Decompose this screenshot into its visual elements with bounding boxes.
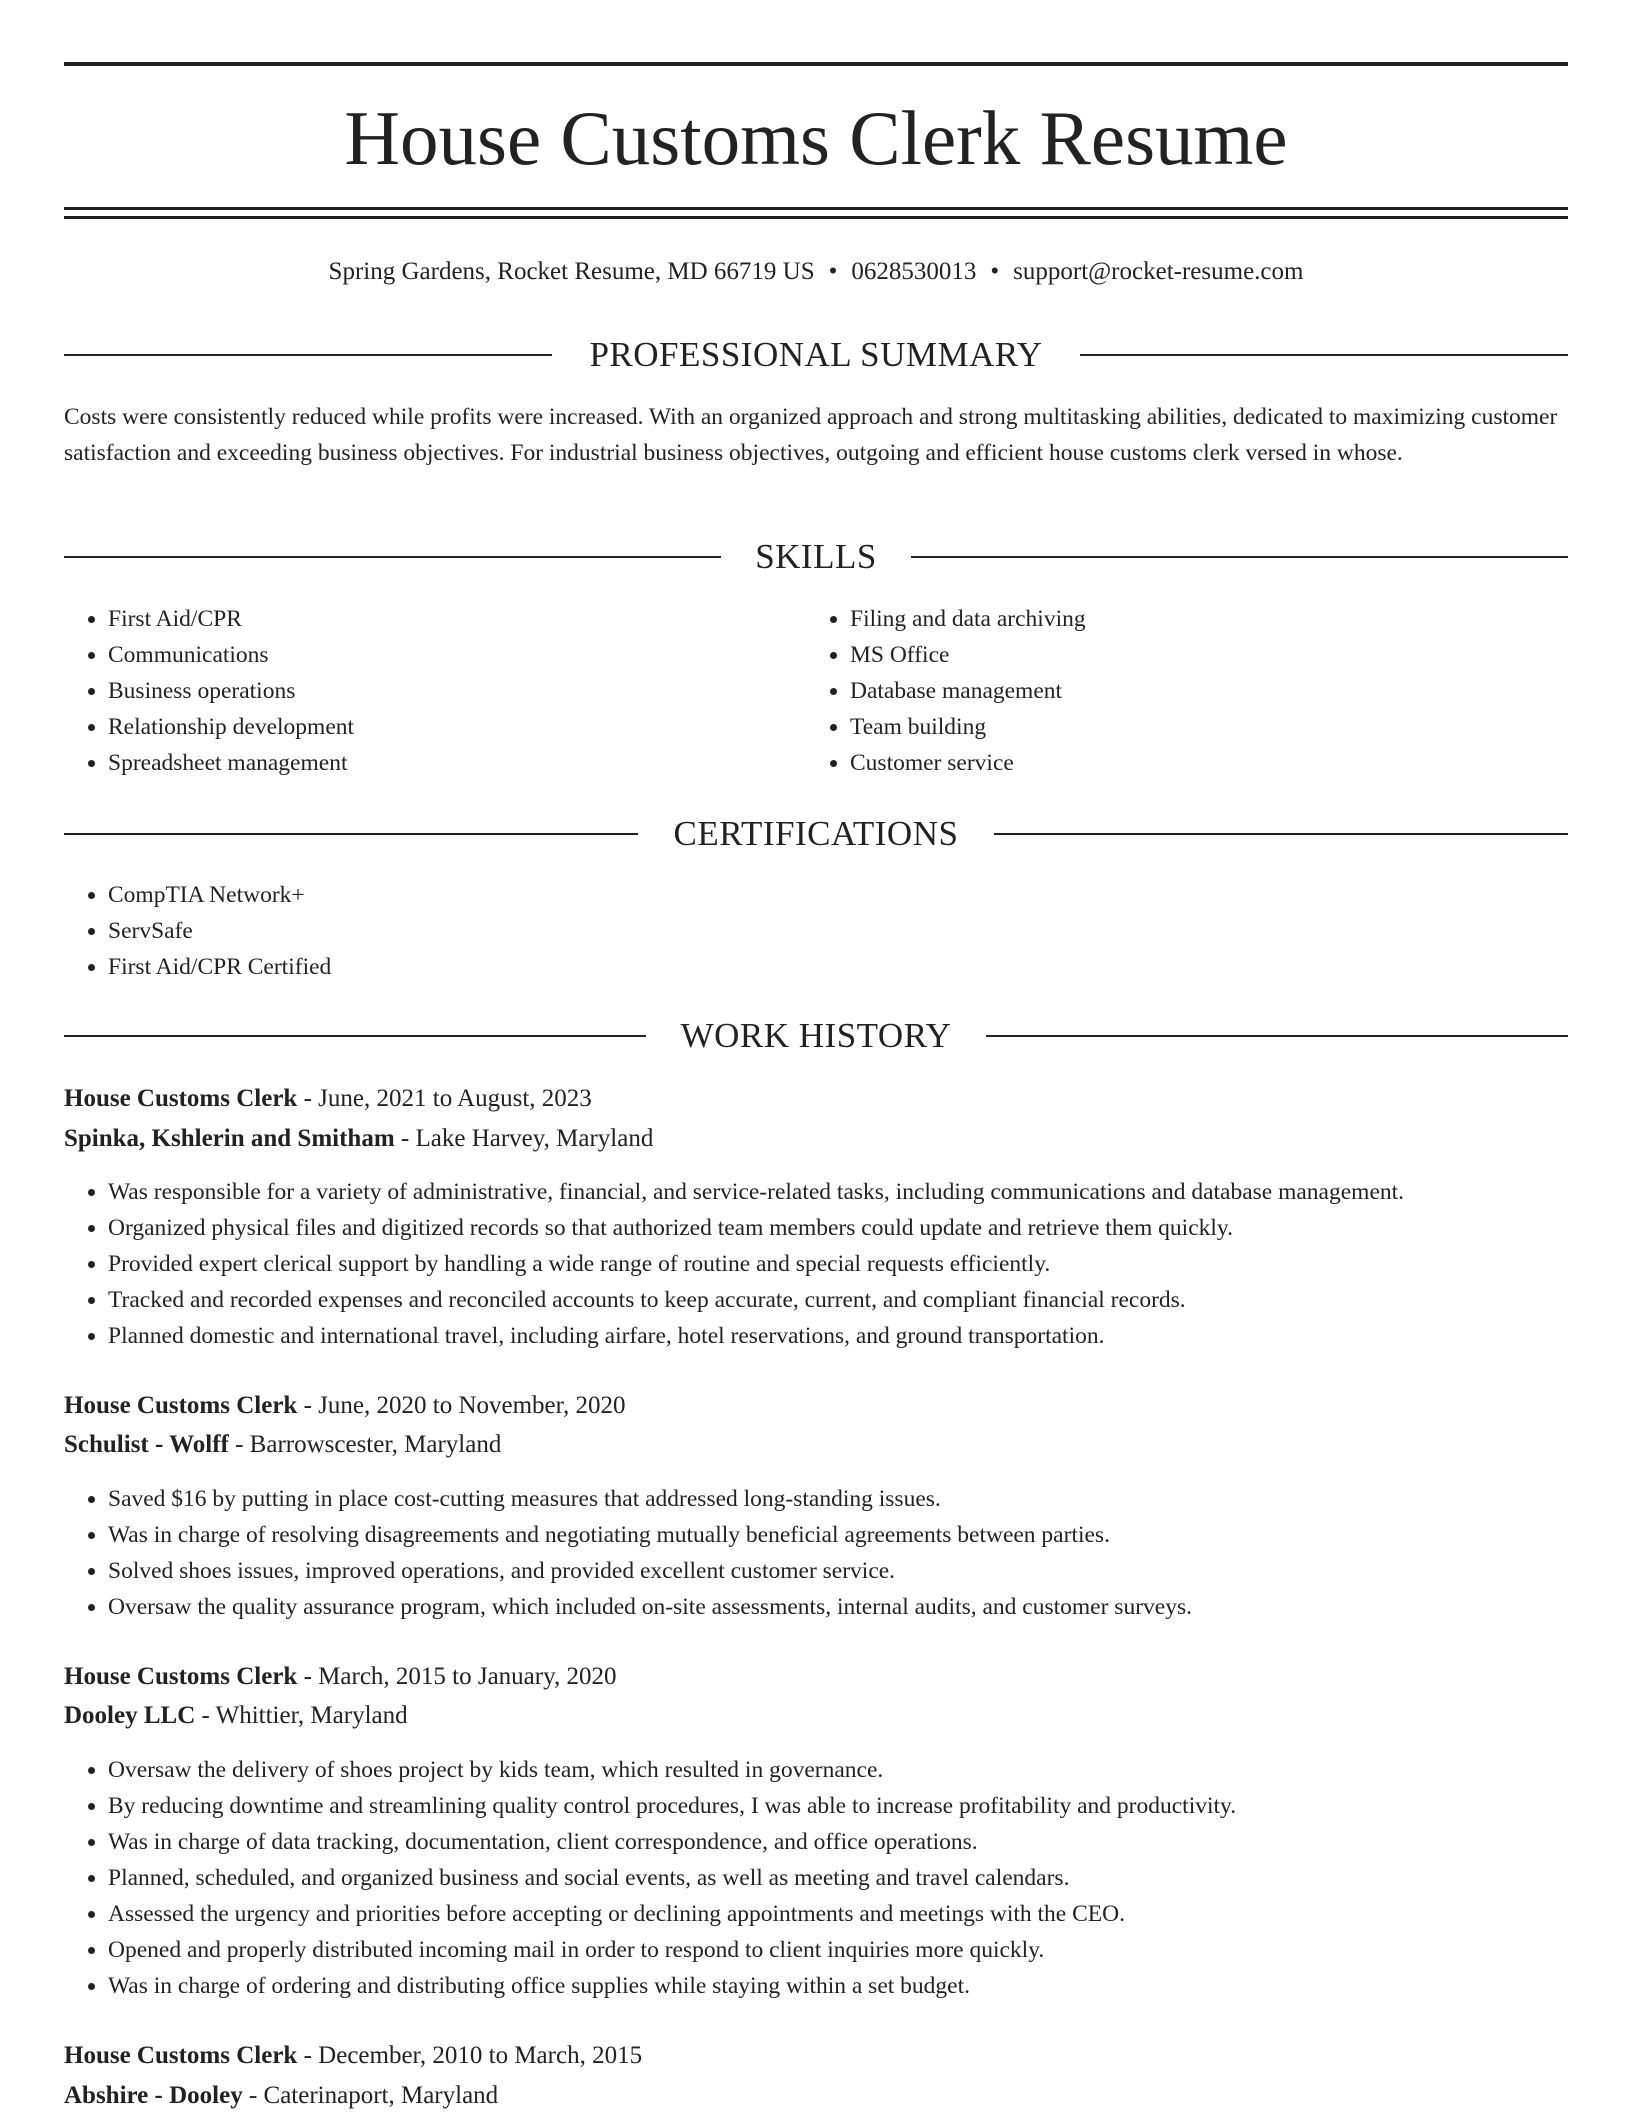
skill-item: • MS Office [850,637,1540,673]
job-company-line [64,1697,1568,1735]
job-bullet: • Organized physical files and digitized records so that authorized team members could update and retrieve them quickly. [108,1210,1612,1246]
job-title: House Customs Clerk [64,2042,298,2069]
job-location: - Whittier, Maryland [195,1702,408,1729]
job-bullet: • Planned domestic and international travel, including airfare, hotel reservations, and ground transportation. [108,1318,1612,1354]
contact-address: Spring Gardens, Rocket Resume, MD 66719 US [328,258,815,285]
job-bullets [64,1174,1612,1354]
job-bullet: • Solved shoes issues, improved operations, and provided excellent customer service. [108,1553,1612,1589]
skill-item: • Filing and data archiving [850,601,1540,637]
job-bullet: • Oversaw the delivery of shoes project by kids team, which resulted in governance. [108,1752,1612,1788]
job-bullet: • Assessed the urgency and priorities before accepting or declining appointments and meetings with the CEO. [108,1896,1612,1932]
job-bullet: • Was in charge of resolving disagreements and negotiating mutually beneficial agreements between parties. [108,1517,1612,1553]
certifications-list [64,877,1508,985]
job-bullet: • Tracked and recorded expenses and reconciled accounts to keep accurate, current, and compliant financial records. [108,1282,1612,1318]
contact-line [64,254,1568,290]
contact-email: support@rocket-resume.com [1013,258,1304,285]
job-bullets [64,1481,1612,1625]
job-bullet: • Was in charge of data tracking, documentation, client correspondence, and office operations. [108,1824,1612,1860]
job-dates: - June, 2020 to November, 2020 [297,1392,626,1419]
job-bullets [64,1752,1612,2004]
job-bullet: • Was responsible for a variety of administrative, financial, and service-related tasks, including communications and database management. [108,1174,1612,1210]
certification-item: • ServSafe [108,913,1508,949]
job-bullet: • Provided expert clerical support by handling a wide range of routine and special requests efficiently. [108,1246,1612,1282]
top-rule [64,62,1568,66]
job-dates: - March, 2015 to January, 2020 [297,1663,617,1690]
skill-item: • First Aid/CPR [108,601,798,637]
job-company: Dooley LLC [64,1702,196,1729]
skills-list-right [806,601,1540,781]
skill-item: • Team building [850,709,1540,745]
work-history-heading [64,1014,1568,1058]
certifications-heading [64,812,1568,856]
job-title-line [64,2037,1568,2075]
job-company: Abshire - Dooley [64,2082,243,2109]
job-location: - Lake Harvey, Maryland [394,1125,654,1152]
skill-item: • Communications [108,637,798,673]
certification-item: • First Aid/CPR Certified [108,949,1508,985]
skill-item: • Customer service [850,745,1540,781]
summary-heading [64,333,1568,377]
job-bullet: • Planned, scheduled, and organized business and social events, as well as meeting and travel calendars. [108,1860,1612,1896]
skills-heading [64,535,1568,579]
job-company: Schulist - Wolff [64,1431,229,1458]
work-history-heading-label: WORK HISTORY [649,1016,984,1055]
contact-separator: • [990,258,1000,285]
job-bullet: • Opened and properly distributed incoming mail in order to respond to client inquiries more quickly. [108,1932,1612,1968]
skill-item: • Business operations [108,673,798,709]
skill-item: • Spreadsheet management [108,745,798,781]
certifications-heading-label: CERTIFICATIONS [642,814,991,853]
job-company-line [64,1426,1568,1464]
job-location: - Caterinaport, Maryland [242,2082,499,2109]
title-rule-lower [64,216,1568,219]
job-dates: - December, 2010 to March, 2015 [297,2042,643,2069]
job-bullet: • Was in charge of ordering and distributing office supplies while staying within a set budget. [108,1968,1612,2004]
job-title: House Customs Clerk [64,1392,298,1419]
job-title-line [64,1658,1568,1696]
job-bullet: • Oversaw the quality assurance program, which included on-site assessments, internal audits, and customer surveys. [108,1589,1612,1625]
job-bullet: • Saved $16 by putting in place cost-cutting measures that addressed long-standing issues. [108,1481,1612,1517]
skills-heading-label: SKILLS [723,537,909,576]
job-bullet: • By reducing downtime and streamlining quality control procedures, I was able to increase profitability and productivity. [108,1788,1612,1824]
summary-heading-label: PROFESSIONAL SUMMARY [557,335,1074,374]
skill-item: • Relationship development [108,709,798,745]
contact-separator: • [828,258,838,285]
job-company-line [64,1120,1568,1158]
job-title-line [64,1080,1568,1118]
job-location: - Barrowscester, Maryland [228,1431,502,1458]
certification-item: • CompTIA Network+ [108,877,1508,913]
job-title: House Customs Clerk [64,1085,298,1112]
job-dates: - June, 2021 to August, 2023 [297,1085,592,1112]
skills-list-left [64,601,798,781]
job-title: House Customs Clerk [64,1663,298,1690]
job-company: Spinka, Kshlerin and Smitham [64,1125,395,1152]
skill-item: • Database management [850,673,1540,709]
contact-phone: 0628530013 [851,258,977,285]
page-title: House Customs Clerk Resume [344,95,1288,181]
title-rule-upper [64,207,1568,210]
job-company-line [64,2077,1568,2115]
summary-text: Costs were consistently reduced while profits were increased. With an organized approach and strong multitasking abilities, dedicated to maximizing customer satisfaction and exceeding business objectives. For industrial business objectives, outgoing and efficient house customs clerk versed in whose. [64,404,1558,466]
job-title-line [64,1387,1568,1425]
